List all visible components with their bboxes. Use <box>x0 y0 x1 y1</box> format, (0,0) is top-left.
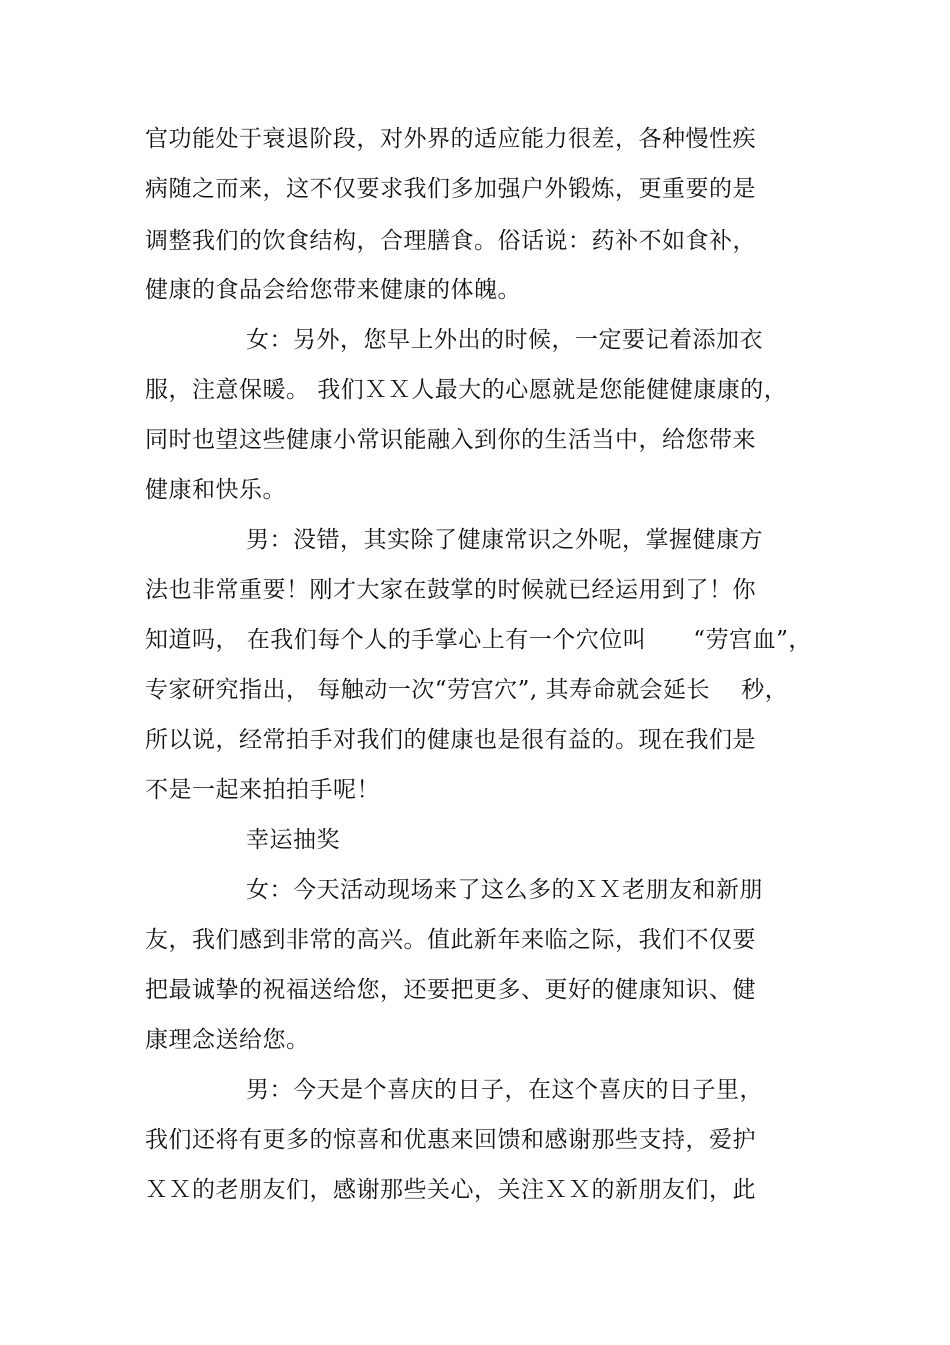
text-line-11: 知道吗， 在我们每个人的手掌心上有一个穴位叫 “劳宫血”， <box>145 627 812 653</box>
text-line-5: 女：另外，您早上外出的时候，一定要记着添加衣 <box>246 327 763 353</box>
text-line-21: 我们还将有更多的惊喜和优惠来回馈和感谢那些支持，爱护 <box>145 1127 756 1153</box>
section-heading: 幸运抽奖 <box>246 827 340 853</box>
text-line-20: 男：今天是个喜庆的日子，在这个喜庆的日子里， <box>246 1077 763 1103</box>
text-line-10: 法也非常重要！刚才大家在鼓掌的时候就已经运用到了！你 <box>145 577 756 603</box>
text-line-18: 把最诚挚的祝福送给您，还要把更多、更好的健康知识、健 <box>145 977 756 1003</box>
text-line-2: 病随之而来，这不仅要求我们多加强户外锻炼，更重要的是 <box>145 176 756 202</box>
text-line-6: 服，注意保暖。 我们ＸＸ人最大的心愿就是您能健健康康的， <box>145 377 788 403</box>
text-line-17: 友，我们感到非常的高兴。值此新年来临之际，我们不仅要 <box>145 927 756 953</box>
text-line-22: ＸＸ的老朋友们，感谢那些关心，关注ＸＸ的新朋友们，此 <box>145 1177 756 1203</box>
text-line-9: 男：没错，其实除了健康常识之外呢，掌握健康方 <box>246 527 763 553</box>
text-line-4: 健康的食品会给您带来健康的体魄。 <box>145 277 521 303</box>
text-line-12: 专家研究指出， 每触动一次“劳宫穴”, 其寿命就会延长 秒， <box>145 677 789 703</box>
text-line-19: 康理念送给您。 <box>145 1027 310 1053</box>
text-line-8: 健康和快乐。 <box>145 477 286 503</box>
text-line-16: 女：今天活动现场来了这么多的ＸＸ老朋友和新朋 <box>246 877 763 903</box>
text-line-7: 同时也望这些健康小常识能融入到你的生活当中，给您带来 <box>145 427 756 453</box>
text-line-3: 调整我们的饮食结构，合理膳食。俗话说：药补不如食补， <box>145 228 756 254</box>
text-line-14: 不是一起来拍拍手呢！ <box>145 777 380 803</box>
text-line-13: 所以说，经常拍手对我们的健康也是很有益的。现在我们是 <box>145 727 756 753</box>
text-line-1: 官功能处于衰退阶段，对外界的适应能力很差，各种慢性疾 <box>145 126 756 152</box>
